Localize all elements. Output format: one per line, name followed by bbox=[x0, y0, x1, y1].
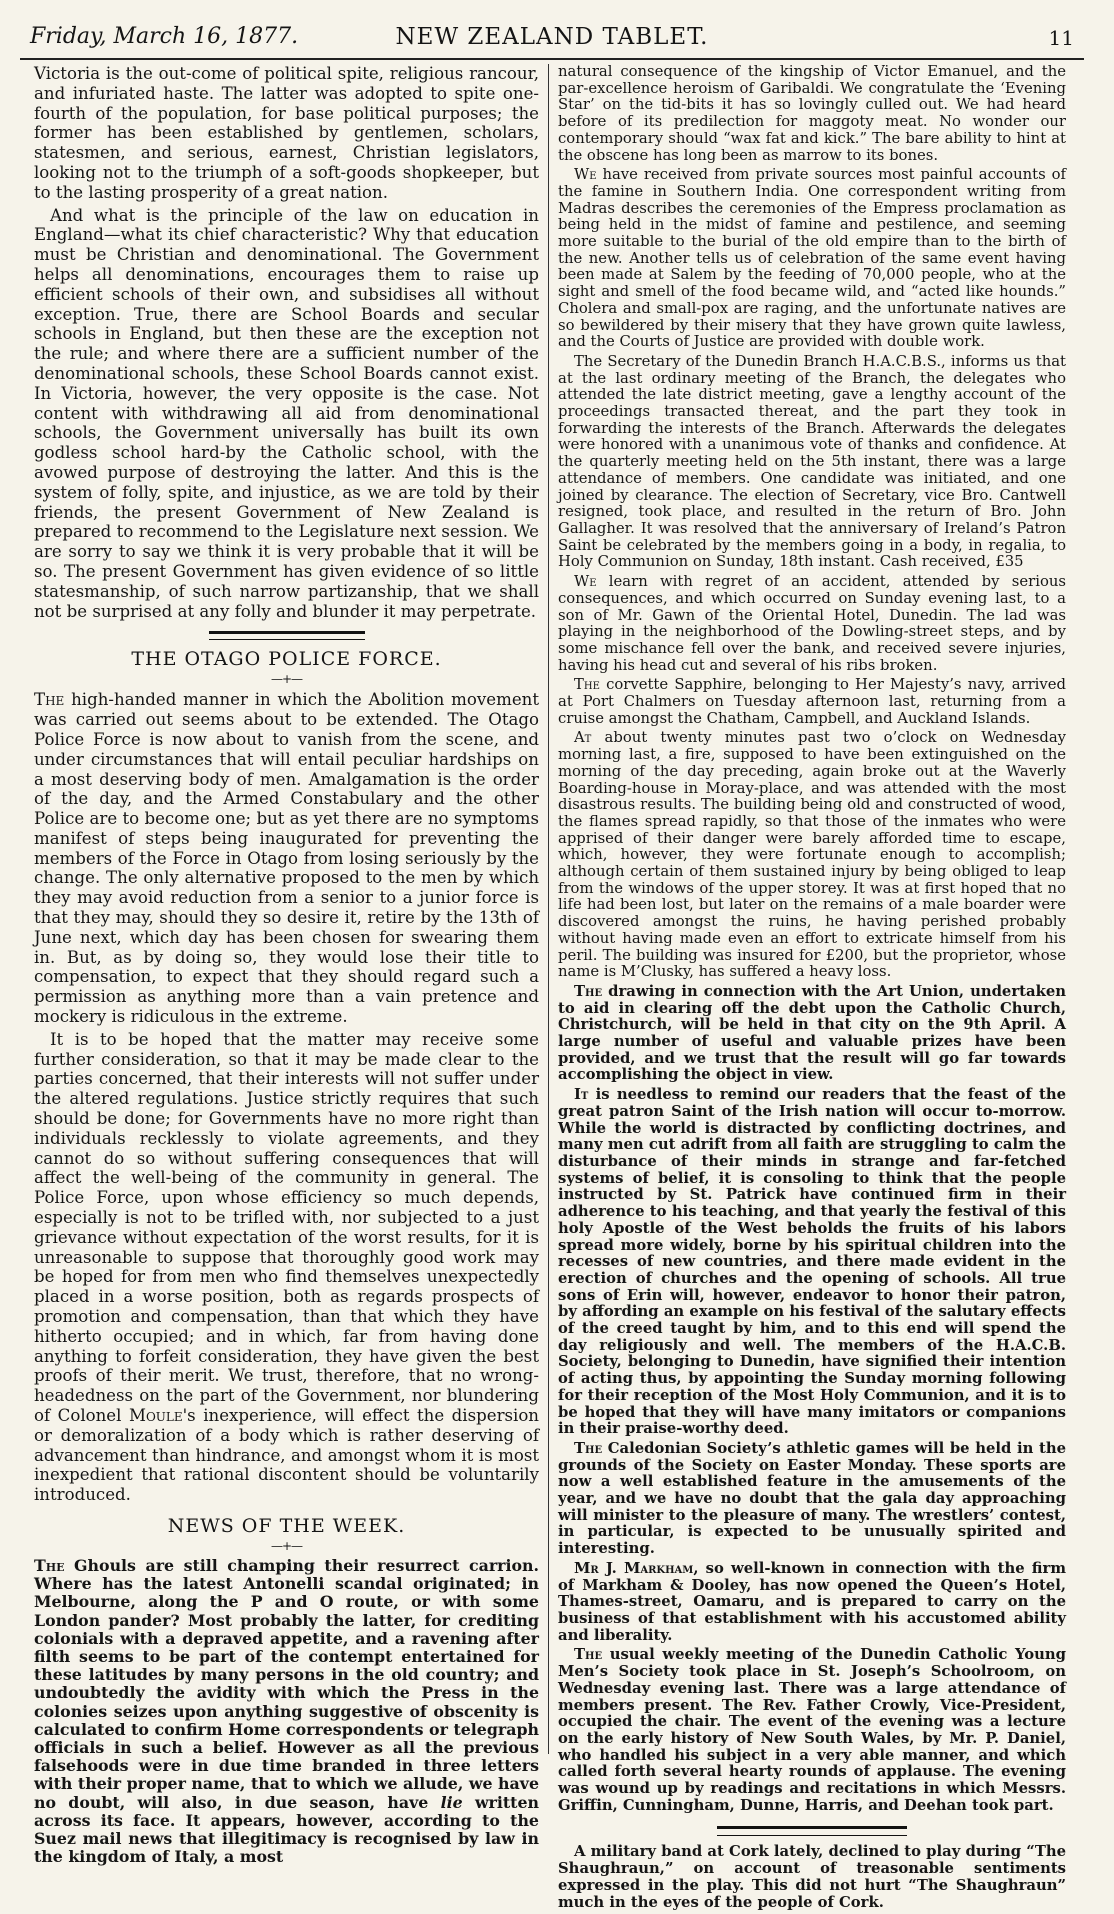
lead-word: At bbox=[574, 729, 592, 747]
article-paragraph bbox=[34, 1030, 539, 1505]
news-item: natural consequence of the kingship of Victor Emanuel, and the par-excellence heroism of Garibaldi. We congratulate the ‘Evening Star’ on the tid-bits it has so lovingly culled out. We had heard before of its predilection for maggoty meat. No wonder our contemporary should “wax fat and kick.” The bare ability to hint at the obscene has long been as marrow to its bones. bbox=[558, 63, 1066, 164]
masthead-title: NEW ZEALAND TABLET. bbox=[395, 24, 709, 50]
news-item bbox=[558, 1647, 1066, 1814]
lead-word: We bbox=[574, 573, 597, 591]
news-item bbox=[558, 677, 1066, 727]
heading-rule bbox=[209, 631, 365, 640]
lead-word: The bbox=[574, 1439, 603, 1457]
ornament-divider: —+— bbox=[270, 1538, 303, 1553]
page-header bbox=[20, 10, 1084, 60]
right-column bbox=[558, 64, 1066, 1914]
lead-word: It bbox=[574, 1086, 589, 1104]
news-items-bottom bbox=[558, 984, 1066, 1911]
section-heading: THE OTAGO POLICE FORCE. bbox=[131, 648, 442, 671]
lead-word: The bbox=[34, 690, 65, 710]
left-column bbox=[34, 64, 539, 1869]
paragraph-text: high-handed manner in which the Abolition movement was carried out seems about to be extended. The Otago Police Force is now about to vanish from the scene, and under circumstances that will entail peculiar hardships on a most deserving body of men. Amalgamation is the order of the day, and the Armed Constabulary and the other Police are to become one; but as yet there are no symptoms manifest of steps being inaugurated for preventing the members of the Force in Otago from losing seriously by the change. The only alternative proposed to the men by which they may avoid reduction from a senior to a junior force is that they may, should they so desire it, retire by the 13th of June next, which day has been chosen for swearing them in. But, as by doing so, they would lose their title to compensation, to expect that they should regard such a permission as anything more than a vain pretence and mockery is ridiculous in the extreme. bbox=[34, 690, 539, 1027]
section-end-rule bbox=[717, 1826, 907, 1836]
issue-date: Friday, March 16, 1877. bbox=[30, 24, 299, 49]
article-paragraph: And what is the principle of the law on education in England—what its chief characteristic? Why that education must be Christian and denominational. The Government helps all denominations, encourages them to raise up efficient schools of their own, and subsidises all without exception. True, there are School Boards and secular schools in England, but then these are the exception not the rule; and where there are a sufficient number of the denominational schools, these School Boards cannot exist. In Victoria, however, the very opposite is the case. Not content with withdrawing all aid from denominational schools, the Government universally has built its own godless school hard-by the Catholic school, with the avowed purpose of destroying the latter. And this is the system of folly, spite, and injustice, as we are told by their friends, the present Government of New Zealand is prepared to recommend to the Legislature next session. We are sorry to say we think it is very probable that it will be so. The present Government has given evidence of so little statesmanship, of such narrow partizanship, that we shall not be surprised at any folly and blunder it may perpetrate. bbox=[34, 205, 539, 621]
ornament-divider: —+— bbox=[270, 672, 303, 687]
paragraph-text: about twenty minutes past two o’clock on Wednesday morning last, a fire, supposed to have been extinguished on the morning of the day preceding, again broke out at the Waverly Boarding-house in Moray-place, and was attended with the most disastrous results. The building being old and constructed of wood, the flames spread rapidly, so that those of the inmates who were apprised of their danger were barely afforded time to escape, which, however, they were fortunate enough to accomplish; although certain of them sustained injury by being obliged to leap from the windows of the upper storey. It was at first hoped that no life had been lost, but later on the remains of a male boarder were discovered amongst the ruins, he having perished probably without having made even an effort to extricate himself from his peril. The building was insured for £200, but the proprietor, whose name is M’Clusky, has suffered a heavy loss. bbox=[558, 729, 1066, 981]
news-item: The Secretary of the Dunedin Branch H.A.C.B.S., informs us that at the last ordinary meeting of the Branch, the delegates who attended the late district meeting, gave a lengthy account of the proceedings transacted thereat, and the part they took in forwarding the interests of the Branch. Afterwards the delegates were honored with a unanimous vote of thanks and confidence. At the quarterly meeting held on the 5th instant, there was a large attendance of members. One candidate was initiated, and one joined by clearance. The election of Secretary, vice Bro. Cantwell resigned, took place, and resulted in the return of Bro. John Gallagher. It was resolved that the anniversary of Ireland’s Patron Saint be celebrated by the members going in a body, in regalia, to Holy Communion on Sunday, 18th instant. Cash received, £35 bbox=[558, 352, 1066, 571]
article-paragraph bbox=[34, 690, 539, 1027]
paragraph-text: written across its face. It appears, however, according to the Suez mail news that illegitimacy is recognised by law in the kingdom of Italy, a most bbox=[34, 1792, 539, 1867]
police-article bbox=[34, 631, 539, 1505]
paragraph-text: It is to be hoped that the matter may receive some further consideration, so that it may be made clear to the parties concerned, that their interests will not suffer under the altered regulations. Justice strictly requires that such should be done; for Governments have no more right than individuals recklessly to violate agreements, and they cannot do so without suffering consequences that will affect the well-being of the community in general. The Police Force, upon whose efficiency so much depends, especially is not to be trifled with, nor subjected to a just grievance without expectation of the worst results, for it is unreasonable to suppose that thoroughly good work may be hoped for from men who find themselves unexpectedly placed in a worse position, both as regards prospects of promotion and compensation, than that which they have hitherto occupied; and in which, far from having done anything to forfeit consideration, they have given the best proofs of their merit. We trust, therefore, that no wrong-headedness on the part of the Government, nor blundering of Colonel bbox=[34, 1029, 539, 1425]
paragraph-text: have received from private sources most painful accounts of the famine in Southern India. One correspondent writing from Madras describes the ceremonies of the Empress proclamation as being held in the midst of famine and pestilence, and seeming more suitable to the burial of the old empire than to the birth of the new. Another tells us of celebration of the same event having been made at Salem by the feeding of 70,000 people, who at the sight and smell of the food became wild, and “acted like hounds.” Cholera and small-pox are raging, and the unfortunate natives are so bewildered by their misery that they have grown quite lawless, and the Courts of Justice are provided with double work. bbox=[558, 166, 1066, 351]
italic-word: lie bbox=[440, 1792, 463, 1812]
news-item bbox=[558, 1087, 1066, 1438]
paragraph-text: 's inexperience, will effect the dispersion or demoralization of a body which is rather deserving of advancement than hindrance, and amongst whom it is most inexpedient that rational discontent should be voluntarily introduced. bbox=[34, 1406, 539, 1505]
paragraph-text: so well-known in connection with the firm of Markham & Dooley, has now opened the Queen’s Hotel, Thames-street, Oamaru, and is prepared to carry on the business of that establishment with his accustomed ability and liberality. bbox=[558, 1559, 1066, 1644]
paragraph-text: learn with regret of an accident, attended by serious consequences, and which occurred on Sunday evening last, to a son of Mr. Gawn of the Oriental Hotel, Dunedin. The lad was playing in the neighborhood of the Dowling-street steps, and by some mischance fell over the bank, and received severe injuries, having his head cut and several of his ribs broken. bbox=[558, 573, 1066, 674]
news-item bbox=[558, 574, 1066, 674]
education-article bbox=[34, 64, 539, 621]
news-heading-block bbox=[34, 1515, 539, 1553]
paragraph-text: drawing in connection with the Art Union, undertaken to aid in clearing off the debt upon the Catholic Church, Christchurch, will be held in that city on the 9th April. A large number of useful and valuable prizes have been provided, and we trust that the result will go far towards accomplishing the object in view. bbox=[558, 982, 1066, 1084]
paragraph-text: corvette Sapphire, belonging to Her Majesty’s navy, arrived at Port Chalmers on Tuesday afternoon last, returning from a cruise amongst the Chatham, Campbell, and Auckland Islands. bbox=[558, 676, 1066, 727]
news-item: A military band at Cork lately, declined to play during “The Shaughraun,” on account of treasonable sentiments expressed in the play. This did not hurt “The Shaughraun” much in the eyes of the people of Cork. bbox=[558, 1843, 1066, 1911]
lead-word: We bbox=[574, 166, 597, 184]
section-heading: NEWS OF THE WEEK. bbox=[167, 1514, 406, 1537]
news-item bbox=[558, 984, 1066, 1084]
page-number: 11 bbox=[1048, 26, 1074, 50]
news-item bbox=[558, 167, 1066, 351]
column-divider bbox=[548, 64, 549, 1754]
police-heading-block bbox=[34, 631, 539, 686]
news-item bbox=[558, 1441, 1066, 1558]
lead-word: The bbox=[574, 676, 600, 694]
paragraph-text: is needless to remind our readers that the feast of the great patron Saint of the Irish nation will occur to-morrow. While the world is distracted by conflicting doctrines, and many men cut adrift from all faith are struggling to calm the disturbance of their minds in strange and far-fetched systems of belief, it is consoling to think that the people instructed by St. Patrick have continued firm in their adherence to his teaching, and that yearly the festival of this holy Apostle of the West beholds the fruits of his labors spread more widely, borne by his spiritual children into the recesses of new countries, and there made evident in the erection of churches and the opening of schools. All true sons of Erin will, however, endeavor to honor their patron, by affording an example on his festival of the salutary effects of the creed taught by him, and to this end will spend the day religiously and well. The members of the H.A.C.B. Society, belonging to Dunedin, have signified their intention of acting thus, by appointing the Sunday morning following for their reception of the Most Holy Communion, and it is to be hoped that they will have many imitators or companions in their praise-worthy deed. bbox=[558, 1086, 1066, 1438]
paragraph-text: usual weekly meeting of the Dunedin Catholic Young Men’s Society took place in St. Joseph’s Schoolroom, on Wednesday evening last. There was a large attendance of members present. The Rev. Father Crowly, Vice-President, occupied the chair. The event of the evening was a lecture on the early history of New South Wales, by Mr. P. Daniel, who handled his subject in a very able manner, and which called forth several hearty rounds of applause. The evening was wound up by readings and recitations in which Messrs. Griffin, Cunningham, Dunne, Harris, and Deehan took part. bbox=[558, 1646, 1066, 1814]
lead-word: Mr J. Markham, bbox=[574, 1559, 699, 1577]
lead-word: The bbox=[574, 982, 603, 1000]
news-item bbox=[558, 1561, 1066, 1645]
article-paragraph bbox=[34, 1557, 539, 1866]
paragraph-text: Ghouls are still champing their resurrect carrion. Where has the latest Antonelli scandal originated; in Melbourne, along the P and O route, or with some London pander? Most probably the latter, for crediting colonials with a depraved appetite, and a ravening after filth seems to be part of the contempt entertained for these latitudes by many persons in the old country; and undoubtedly the avidity with which the Press in the colonies seizes upon anything suggestive of obscenity is calculated to confirm Home correspondents or telegraph officials in such a belief. However as all the previous falsehoods were in due time branded in three letters with their proper name, that to which we allude, we have no doubt, will also, in due season, have bbox=[34, 1555, 539, 1812]
paragraph-text: Caledonian Society’s athletic games will be held in the grounds of the Society on Easter Monday. These sports are now a well established feature in the amusements of the year, and we have no doubt that the gala day approaching will minister to the pleasure of many. The wrestlers’ contest, in particular, is expected to be unusually spirited and interesting. bbox=[558, 1439, 1066, 1558]
article-paragraph: Victoria is the out-come of political spite, religious rancour, and infuriated haste. The latter was adopted to spite one-fourth of the population, for base political purposes; the former has been established by gentlemen, scholars, statesmen, and serious, earnest, Christian legislators, looking not to the triumph of a soft-goods shopkeeper, but to the lasting prosperity of a great nation. bbox=[34, 64, 539, 202]
news-items-top bbox=[558, 64, 1066, 981]
person-name: Moule bbox=[128, 1406, 183, 1425]
lead-word: The bbox=[574, 1646, 603, 1664]
news-item bbox=[558, 730, 1066, 981]
lead-word: The bbox=[34, 1555, 65, 1575]
news-article bbox=[34, 1515, 539, 1866]
